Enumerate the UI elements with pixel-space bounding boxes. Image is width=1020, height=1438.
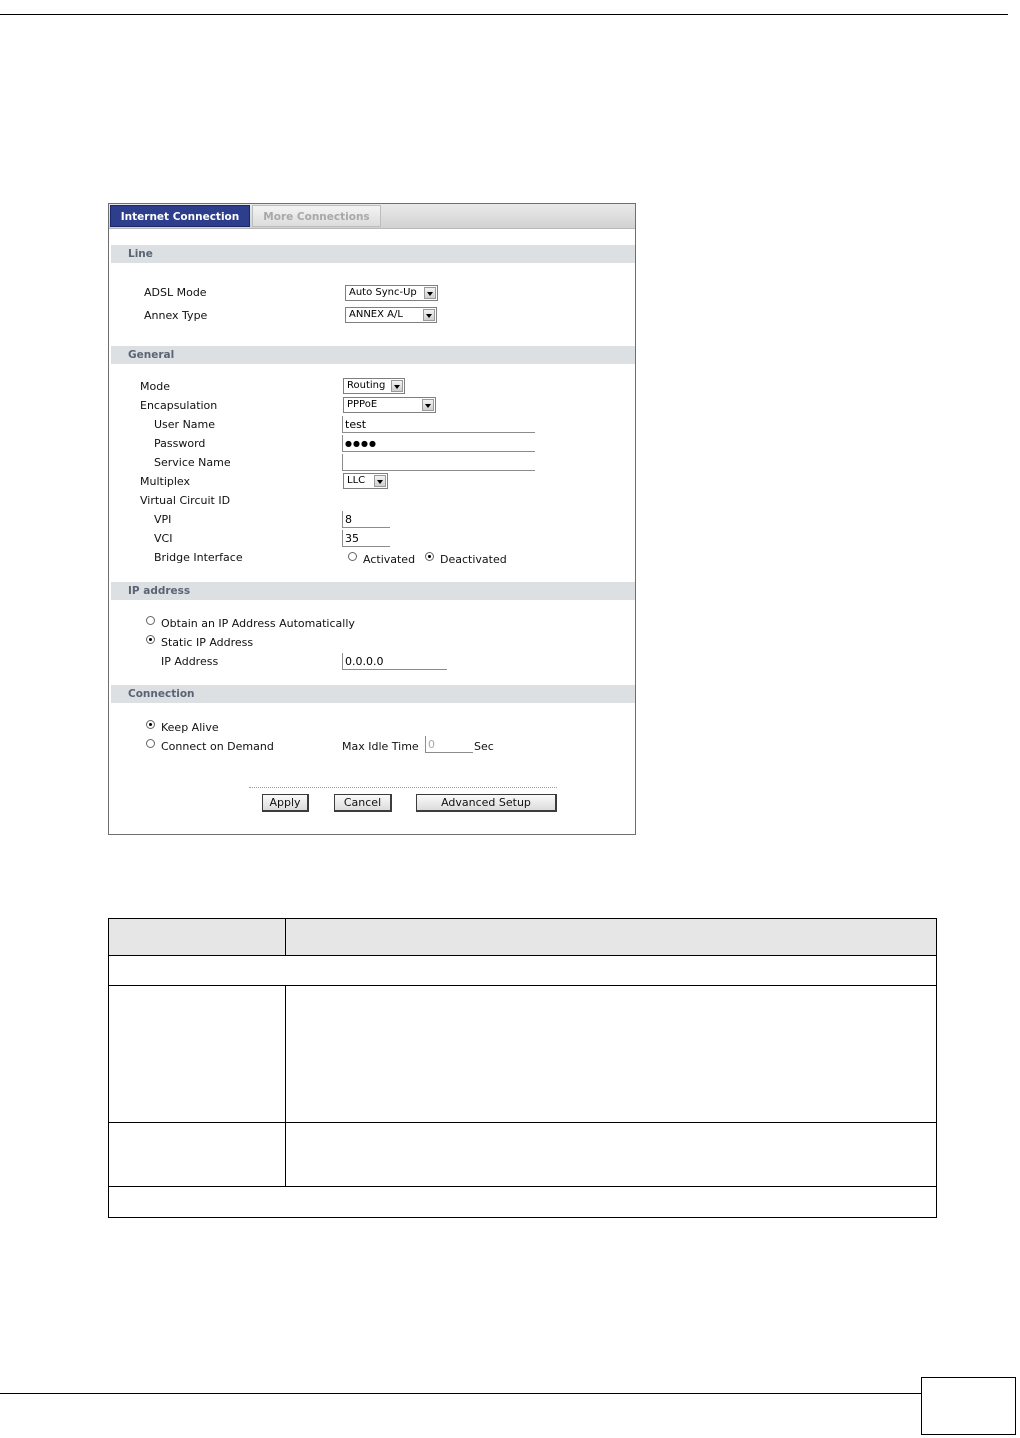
cancel-button[interactable]: Cancel (334, 794, 392, 812)
password-label: Password (154, 437, 206, 450)
max-idle-sec-label: Sec (474, 740, 494, 753)
bridge-activated-radio[interactable] (348, 552, 357, 561)
advanced-setup-button[interactable]: Advanced Setup (416, 794, 557, 812)
multiplex-select[interactable] (343, 473, 388, 489)
annex-type-value: ANNEX A/L (349, 309, 403, 320)
chevron-down-icon (391, 380, 403, 392)
table-column-divider (285, 918, 286, 955)
bridge-deactivated-label: Deactivated (440, 553, 507, 566)
bridge-activated-label: Activated (363, 553, 416, 566)
page-number-box (921, 1377, 1016, 1435)
obtain-ip-auto-radio[interactable] (146, 616, 155, 625)
vpi-input[interactable]: 8 (342, 511, 390, 528)
table-row-divider (108, 1186, 937, 1187)
mode-value: Routing (347, 380, 386, 391)
ip-address-input[interactable]: 0.0.0.0 (342, 653, 447, 670)
internet-connection-panel (108, 203, 636, 835)
adsl-mode-label: ADSL Mode (144, 286, 207, 299)
keep-alive-label: Keep Alive (161, 721, 219, 734)
mode-label: Mode (140, 380, 170, 393)
header-rule (0, 14, 1008, 15)
section-connection-header: Connection (111, 685, 635, 703)
button-divider (249, 787, 557, 788)
max-idle-time-input[interactable]: 0 (425, 736, 473, 753)
table-row-divider (108, 985, 937, 986)
chevron-down-icon (422, 399, 434, 411)
adsl-mode-select[interactable] (345, 285, 438, 301)
multiplex-label: Multiplex (140, 475, 191, 488)
vci-input[interactable]: 35 (342, 530, 390, 547)
username-input[interactable]: test (342, 416, 535, 433)
service-name-input[interactable] (342, 454, 535, 471)
table-row-divider (108, 1122, 937, 1123)
username-label: User Name (154, 418, 216, 431)
apply-button[interactable]: Apply (262, 794, 309, 812)
ip-address-label: IP Address (161, 655, 219, 668)
connect-on-demand-radio[interactable] (146, 739, 155, 748)
section-ip-address-header: IP address (111, 582, 635, 600)
adsl-mode-value: Auto Sync-Up (349, 287, 417, 298)
password-input[interactable]: ●●●● (342, 435, 535, 452)
annex-type-select[interactable] (345, 307, 437, 323)
chevron-down-icon (423, 309, 435, 321)
chevron-down-icon (424, 287, 436, 299)
virtual-circuit-id-label: Virtual Circuit ID (140, 494, 231, 507)
encapsulation-label: Encapsulation (140, 399, 218, 412)
tab-bar (109, 204, 635, 229)
multiplex-value: LLC (347, 475, 366, 486)
bridge-interface-label: Bridge Interface (154, 551, 243, 564)
table-row-divider (108, 955, 937, 956)
static-ip-label: Static IP Address (161, 636, 254, 649)
bridge-deactivated-radio[interactable] (425, 552, 434, 561)
vci-label: VCI (154, 532, 173, 545)
obtain-ip-auto-label: Obtain an IP Address Automatically (161, 617, 355, 630)
max-idle-time-label: Max Idle Time (342, 740, 419, 753)
annex-type-label: Annex Type (144, 309, 208, 322)
tab-more-connections[interactable]: More Connections (252, 205, 381, 227)
section-line-header: Line (111, 245, 635, 263)
connect-on-demand-label: Connect on Demand (161, 740, 274, 753)
section-general-header: General (111, 346, 635, 364)
encapsulation-value: PPPoE (347, 399, 378, 410)
vpi-label: VPI (154, 513, 172, 526)
keep-alive-radio[interactable] (146, 720, 155, 729)
service-name-label: Service Name (154, 456, 231, 469)
mode-select[interactable] (343, 378, 405, 394)
encapsulation-select[interactable] (343, 397, 436, 413)
table-column-divider (285, 985, 286, 1186)
chevron-down-icon (374, 475, 386, 487)
tab-internet-connection[interactable]: Internet Connection (110, 205, 250, 227)
description-table (108, 918, 937, 1218)
static-ip-radio[interactable] (146, 635, 155, 644)
footer-rule (0, 1393, 921, 1394)
